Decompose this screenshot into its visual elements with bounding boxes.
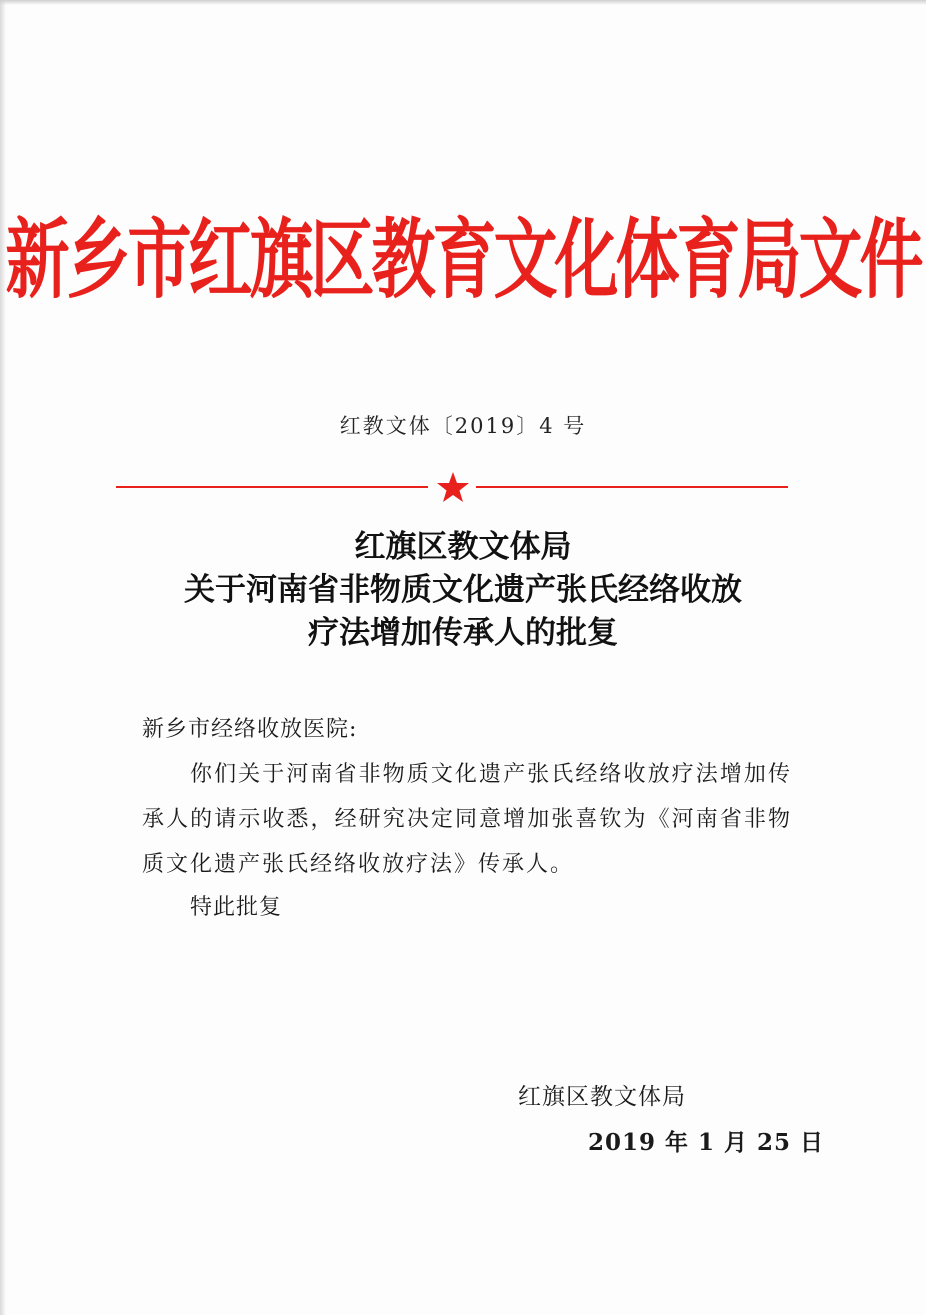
- title-line-1: 红旗区教文体局: [354, 529, 572, 565]
- addressee: 新乡市经络收放医院:: [142, 717, 358, 742]
- divider-line-right: [476, 486, 788, 488]
- document-number: 红教文体〔2019〕4 号: [339, 414, 587, 438]
- body-paragraph: 你们关于河南省非物质文化遗产张氏经络收放疗法增加传承人的请示收悉，经研究决定同意增加张喜钦为《河南省非物质文化遗产张氏经络收放疗法》传承人。: [142, 762, 792, 877]
- title-line-3: 疗法增加传承人的批复: [308, 615, 618, 651]
- closing-remark: 特此批复: [190, 895, 283, 920]
- issuer-banner-text: 新乡市红旗区教育文化体育局文件: [5, 211, 921, 311]
- document-title: [0, 526, 926, 655]
- scan-shadow-top: [0, 0, 926, 5]
- issuer-banner: [0, 206, 926, 316]
- red-star-icon: [436, 470, 470, 504]
- signature-issuer: 红旗区教文体局: [518, 1084, 686, 1110]
- issue-date: 2019 年 1 月 25 日: [588, 1129, 825, 1156]
- red-divider: [116, 472, 788, 502]
- title-line-2: 关于河南省非物质文化遗产张氏经络收放: [184, 572, 742, 608]
- divider-line-left: [116, 486, 428, 488]
